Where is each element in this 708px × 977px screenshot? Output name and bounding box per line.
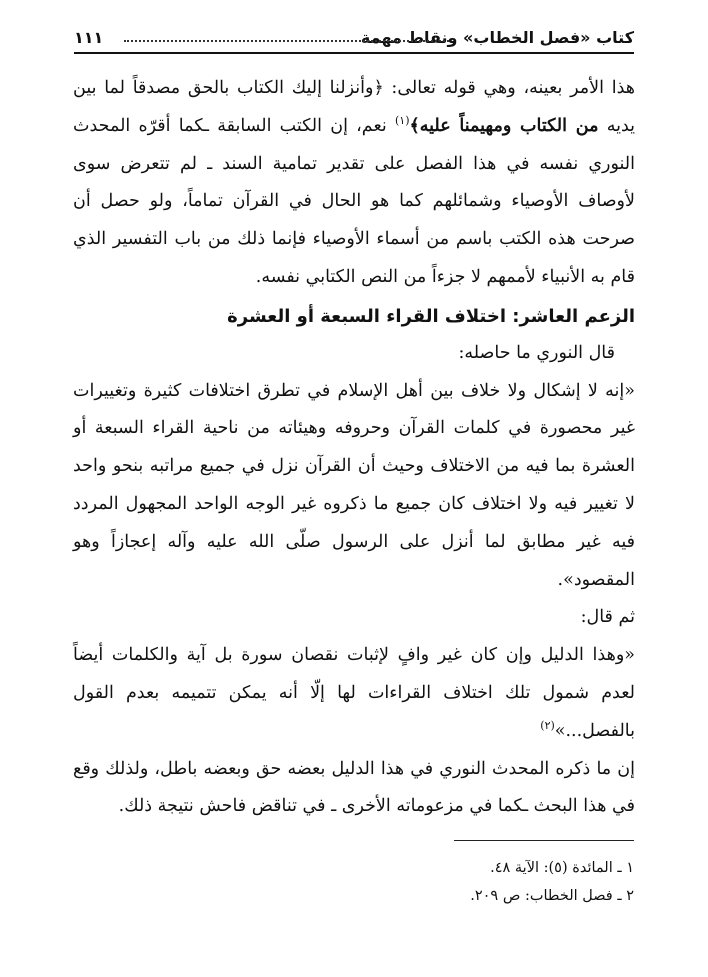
- running-header: [74, 24, 634, 54]
- footnote-separator: [454, 840, 634, 841]
- quote-intro: قال النوري ما حاصله:: [458, 342, 615, 363]
- paragraph-1-rest: نعم، إن الكتب السابقة ـكما أقرّه المحدث النوري نفسه في هذا الفصل على تقدير تمامية السند ـ لم تتعرض سوى لأوصاف الأوصياء وشمائلهم كما هو الحال في القرآن تماماً، ولو حصل أن صرحت هذه الكتب باسم من أسماء الأوصياء فإنما ذلك من باب التفسير الذي قام به الأنبياء لأممهم لا جزءاً من النص الكتابي نفسه.: [73, 115, 635, 287]
- header-title: كتاب «فصل الخطاب» ونقاط مهمة: [360, 28, 634, 47]
- footnote-ref-1[interactable]: (١): [394, 113, 410, 127]
- main-text: [73, 70, 635, 826]
- header-leader-dots: [124, 40, 449, 42]
- footnote-2: ٢ ـ فصل الخطاب: ص ٢٠٩.: [470, 888, 634, 904]
- page-number: ١١١: [74, 28, 104, 47]
- verse-ending: من الكتاب ومهيمناً عليه﴾: [409, 115, 599, 136]
- then-said: ثم قال:: [580, 607, 635, 628]
- quotation-1: «إنه لا إشكال ولا خلاف بين أهل الإسلام في تطرق اختلافات كثيرة وتغييرات غير محصورة في كلمات القرآن وحروفه وهيئاته من ناحية القراء السبعة أو العشرة بما فيه من الاختلاف وحيث أن القرآن نزل في جميع مراتبه بنحو واحد لا تغيير فيه ولا اختلاف كان جميع ما ذكروه غير الوجه الواحد المجهول المردد فيه غير مطابق لما أنزل على الرسول صلّى الله عليه وآله إعجازاً وهو المقصود».: [73, 380, 635, 590]
- closing-paragraph: إن ما ذكره المحدث النوري في هذا الدليل بعضه حق وبعضه باطل، ولذلك وقع في هذا البحث ـكما في مزعوماته الأخرى ـ في تناقض فاحش نتيجة ذلك.: [73, 758, 635, 817]
- section-heading: الزعم العاشر: اختلاف القراء السبعة أو العشرة: [227, 305, 635, 327]
- footnotes: [74, 854, 634, 910]
- quotation-2-text: «وهذا الدليل وإن كان غير وافٍ لإثبات نقصان سورة بل آية والكلمات أيضاً لعدم شمول تلك اختلاف القراءات لها إلّا أنه يمكن تتميمه بعدم القول بالفصل...»: [73, 645, 635, 741]
- footnote-1: ١ ـ المائدة (٥): الآية ٤٨.: [490, 860, 634, 876]
- paragraph-1-opening: هذا الأمر بعينه، وهي قوله تعالى: ﴿وأنزلنا إليك الكتاب بالحق مصدقاً لما بين يديه: [73, 78, 635, 136]
- quotation-2: [73, 637, 635, 750]
- footnote-ref-2[interactable]: (٢): [540, 718, 555, 732]
- paragraph-1: [73, 70, 635, 297]
